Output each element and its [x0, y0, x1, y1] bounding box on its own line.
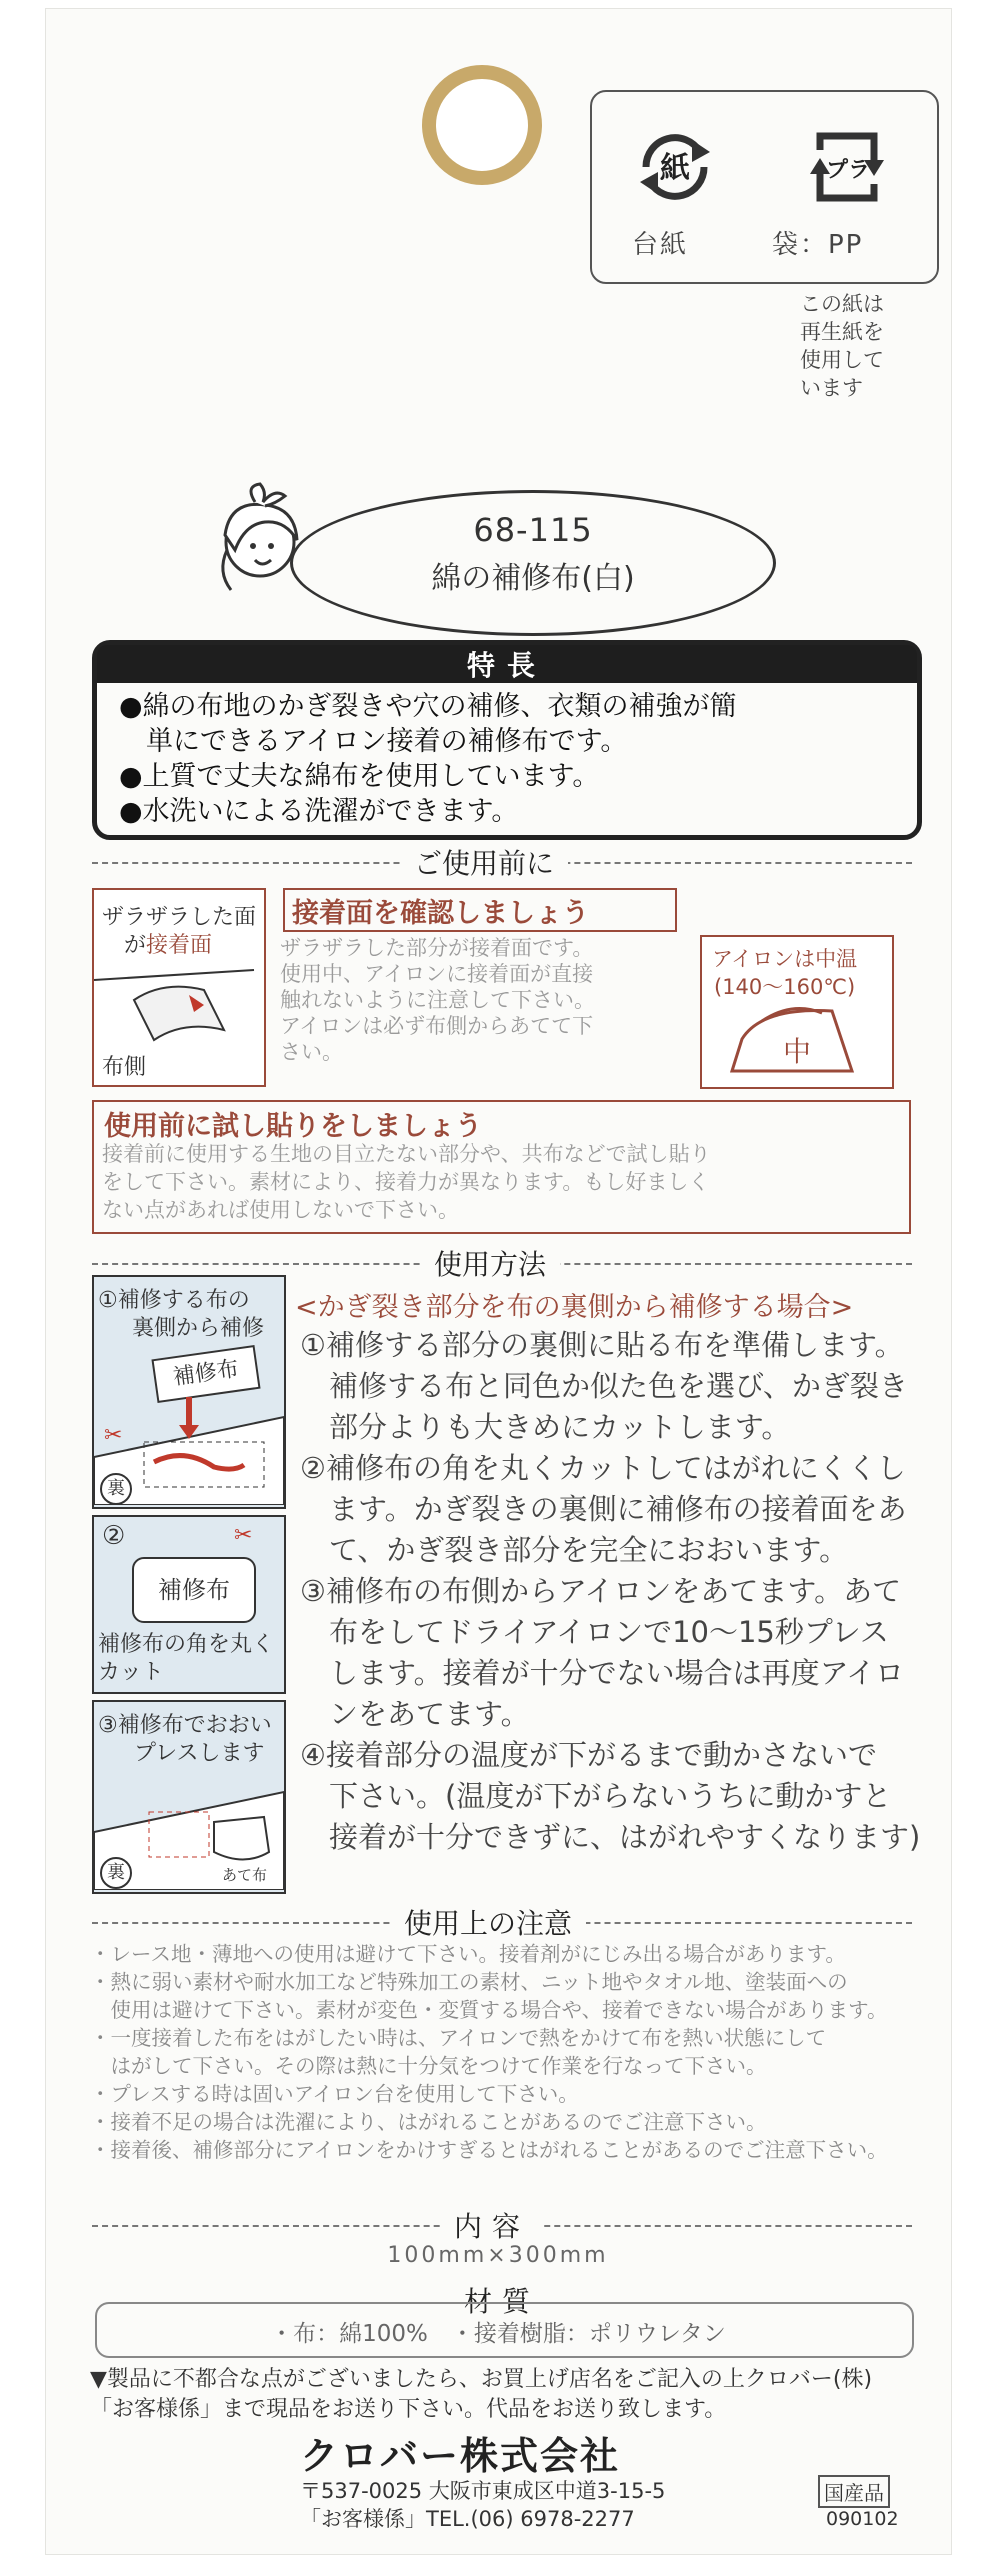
usage-step-line: 下さい。(温度が下がらないうちに動かすと [300, 1779, 892, 1813]
caution-line: ・熱に弱い素材や耐水加工など特殊加工の素材、ニット地やタオル地、塗装面への [90, 1970, 848, 1994]
contents-title: 内容 [440, 2205, 544, 2245]
material-title: 材質 [450, 2280, 554, 2320]
trial-title: 使用前に試し貼りをしましょう [104, 1111, 482, 1142]
plastic-glyph: プラ [825, 158, 871, 183]
usage-step-line: 布をしてドライアイロンで10～15秒プレス [300, 1615, 889, 1649]
feature-item: ●水洗いによる洗濯ができます。 [119, 796, 519, 827]
contents-value: 100mm×300mm [387, 2243, 609, 2268]
iron-temp-box: アイロンは中温 (140～160℃) 中 [700, 935, 894, 1089]
product-name: 綿の補修布(白) [431, 561, 635, 596]
adhesive-side-figure: ザラザラした面 が接着面 布側 [92, 888, 266, 1087]
before-use-title: ご使用前に [400, 842, 568, 882]
company-contact: 「お客様係」TEL.(06) 6978-2277 [300, 2507, 635, 2531]
company-logo: クロバー株式会社 [300, 2434, 621, 2478]
check-adhesive-title: 接着面を確認しましょう [292, 898, 589, 929]
features-box [92, 640, 922, 840]
caution-line: ・レース地・薄地への使用は避けて下さい。接着剤がにじみ出る場合があります。 [90, 1942, 846, 1966]
usage-step-line: ンをあてます。 [300, 1697, 530, 1731]
usage-step-line: て、かぎ裂き部分を完全におおいます。 [300, 1533, 849, 1567]
usage-title: 使用方法 [420, 1243, 560, 1283]
lot-number: 090102 [826, 2508, 899, 2530]
feature-item: ●上質で丈夫な綿布を使用しています。 [119, 761, 600, 792]
caution-line: ・接着不足の場合は洗濯により、はがれることがあるのでご注意下さい。 [90, 2110, 767, 2134]
material-value: ・布：綿100% ・接着樹脂：ポリウレタン [270, 2321, 726, 2347]
paper-label: 台紙 [632, 230, 689, 260]
usage-step-line: ①補修する部分の裏側に貼る布を準備します。 [300, 1328, 904, 1362]
product-label-bubble [290, 490, 776, 636]
bag-label: 袋：PP [772, 230, 864, 260]
feature-item: ●綿の布地のかぎ裂きや穴の補修、衣類の補強が簡 [119, 691, 737, 722]
usage-step-line: します。接着が十分でない場合は再度アイロ [300, 1656, 905, 1690]
cautions-list [90, 1940, 888, 2164]
step3-figure: ③補修布でおおい プレスします 裏 あて布 [92, 1700, 286, 1894]
trial-box [92, 1100, 911, 1234]
step2-figure: ② 補修布 ✂ 補修布の角を丸く カット [92, 1515, 286, 1694]
caution-line: ・プレスする時は固いアイロン台を使用して下さい。 [90, 2082, 579, 2106]
usage-subtitle: <かぎ裂き部分を布の裏側から補修する場合> [295, 1292, 854, 1323]
cautions-title: 使用上の注意 [390, 1902, 586, 1942]
caution-line: ・接着後、補修部分にアイロンをかけすぎるとはがれることがあるのでご注意下さい。 [90, 2138, 888, 2162]
company-address: 〒537-0025 大阪市東成区中道3-15-5 [300, 2479, 666, 2503]
hang-hole [422, 65, 542, 185]
feature-item: 単にできるアイロン接着の補修布です。 [119, 726, 628, 757]
iron-icon [722, 999, 872, 1079]
usage-step-line: ④接着部分の温度が下がるまで動かさないで [300, 1738, 877, 1772]
origin-badge: 国産品 [818, 2475, 890, 2508]
defect-note: ▼製品に不都合な点がございましたら、お買上げ店名をご記入の上クロバー(株) 「お客様係」まで現品をお送り下さい。代品をお送り致します。 [90, 2367, 873, 2422]
trial-text: 接着前に使用する生地の目立たない部分や、共布などで試し貼り をして下さい。素材により、接着力が異なります。もし好ましく ない点があれば使用しないで下さい。 [102, 1142, 711, 1222]
usage-steps [300, 1325, 920, 1858]
usage-step-line: 部分よりも大きめにカットします。 [300, 1410, 791, 1444]
product-code: 68-115 [473, 511, 593, 549]
paper-recycle-icon [630, 122, 720, 212]
usage-step-line: 接着が十分できずに、はがれやすくなります) [300, 1820, 921, 1854]
features-list [119, 689, 907, 829]
usage-step-line: ③補修布の布側からアイロンをあてます。あて [300, 1574, 902, 1608]
recycled-paper-note: この紙は 再生紙を 使用して います [800, 292, 884, 400]
usage-step-line: ②補修布の角を丸くカットしてはがれにくくし [300, 1451, 906, 1485]
usage-step-line: ます。かぎ裂きの裏側に補修布の接着面をあ [300, 1492, 907, 1526]
caution-line: ・一度接着した布をはがしたい時は、アイロンで熱をかけて布を熱い状態にして [90, 2026, 827, 2050]
paper-glyph: 紙 [660, 151, 690, 186]
svg-text:中: 中 [782, 1035, 812, 1068]
features-title: 特長 [466, 649, 547, 682]
plastic-recycle-icon [802, 122, 892, 212]
svg-text:✂: ✂ [104, 1423, 123, 1448]
check-adhesive-text: ザラザラした部分が接着面です。 使用中、アイロンに接着面が直接 触れないように注意して下さい。 アイロンは必ず布側からあてて下 さい。 [280, 936, 595, 1064]
recycle-marks [590, 90, 939, 284]
usage-step-line: 補修する布と同色か似た色を選び、かぎ裂き [300, 1369, 908, 1403]
caution-line: はがして下さい。その際は熱に十分気をつけて作業を行なって下さい。 [90, 2054, 767, 2078]
step1-figure: ①補修する布の 裏側から補修 補修布 ✂ 裏 [92, 1275, 286, 1509]
caution-line: 使用は避けて下さい。素材が変色・変質する場合や、接着できない場合があります。 [90, 1998, 888, 2022]
cloth-fold-icon [94, 960, 264, 1050]
